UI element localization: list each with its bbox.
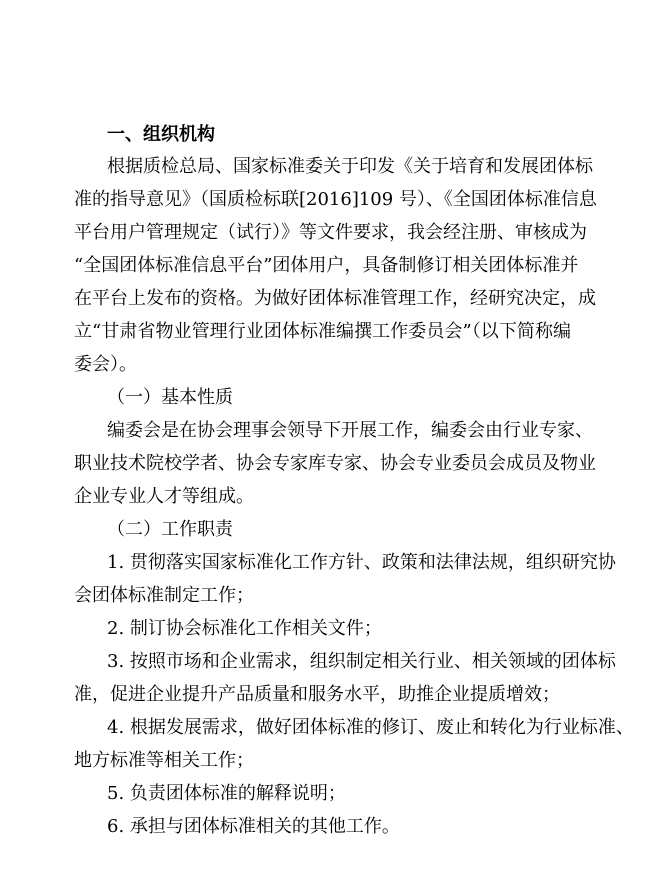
- paragraph-line: 准的指导意见》（国质检标联[2016]109 号）、《全国团体标准信息: [74, 189, 597, 210]
- list-item: 1. 贯彻落实国家标准化工作方针、政策和法律法规，组织研究协: [107, 552, 616, 573]
- list-item: 4. 根据发展需求，做好团体标准的修订、废止和转化为行业标准、: [107, 717, 634, 738]
- paragraph-line: 根据质检总局、国家标准委关于印发《关于培育和发展团体标: [107, 156, 593, 177]
- list-item: 5. 负责团体标准的解释说明；: [107, 783, 346, 804]
- paragraph-line: 编委会是在协会理事会领导下开展工作，编委会由行业专家、: [107, 420, 593, 441]
- subsection-title-basic: （一）基本性质: [107, 387, 233, 408]
- paragraph-line: “全国团体标准信息平台”团体用户，具备制修订相关团体标准并: [74, 255, 579, 276]
- paragraph-line: 企业专业人才等组成。: [74, 486, 254, 507]
- section-heading: 一、组织机构: [107, 124, 215, 145]
- subsection-title-duties: （二）工作职责: [107, 519, 233, 540]
- paragraph-line: 在平台上发布的资格。为做好团体标准管理工作，经研究决定，成: [74, 288, 596, 309]
- list-item-continuation: 地方标准等相关工作；: [74, 750, 254, 771]
- list-item: 6. 承担与团体标准相关的其他工作。: [107, 816, 400, 837]
- list-item-continuation: 准，促进企业提升产品质量和服务水平，助推企业提质增效；: [74, 684, 560, 705]
- paragraph-line: 职业技术院校学者、协会专家库专家、协会专业委员会成员及物业: [74, 453, 596, 474]
- list-item-continuation: 会团体标准制定工作；: [74, 585, 254, 606]
- paragraph-line: 委会）。: [74, 354, 137, 375]
- list-item: 3. 按照市场和企业需求，组织制定相关行业、相关领域的团体标: [107, 651, 616, 672]
- list-item: 2. 制订协会标准化工作相关文件；: [107, 618, 382, 639]
- paragraph-line: 立“甘肃省物业管理行业团体标准编撰工作委员会”（以下简称编: [74, 321, 571, 342]
- paragraph-line: 平台用户管理规定（试行）》等文件要求，我会经注册、审核成为: [74, 222, 587, 243]
